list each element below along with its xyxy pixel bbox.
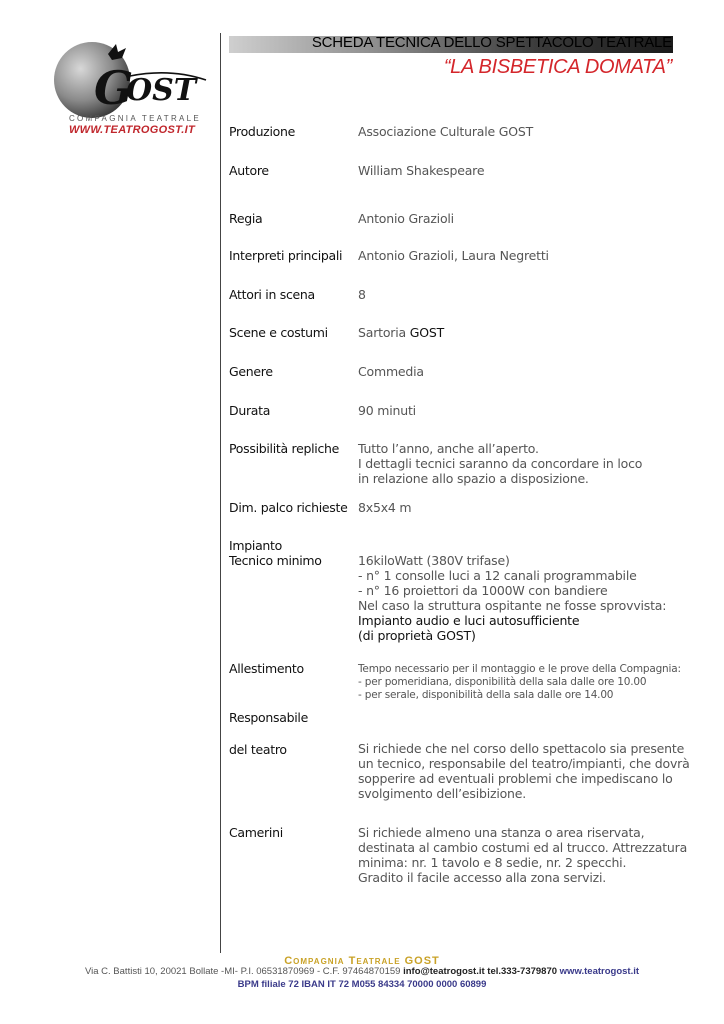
value-line: - per serale, disponibilità della sala dalle ore 14.00 xyxy=(358,689,614,701)
footer-email-phone[interactable]: info@teatrogost.it tel.333-7379870 xyxy=(403,966,560,977)
label-produzione: Produzione xyxy=(229,124,295,139)
value-regia: Antonio Grazioli xyxy=(358,211,454,226)
show-title: “LA BISBETICA DOMATA” xyxy=(443,56,672,78)
label-impianto xyxy=(229,538,322,568)
footer-bank: BPM filiale 72 IBAN IT 72 M055 84334 70000 0000 60899 xyxy=(237,979,487,990)
svg-text:OST: OST xyxy=(126,73,197,108)
label-responsabile-1: Responsabile xyxy=(229,710,308,725)
value-line: in relazione allo spazio a disposizione. xyxy=(358,471,589,486)
brand-subtitle: COMPAGNIA TEATRALE xyxy=(68,114,202,123)
vertical-divider xyxy=(220,33,221,953)
label-scene: Scene e costumi xyxy=(229,325,328,340)
value-line: destinata al cambio costumi ed al trucco. Attrezzatura xyxy=(358,840,688,855)
label-interpreti: Interpreti principali xyxy=(229,248,343,263)
value-line: Tutto l’anno, anche all’aperto. xyxy=(358,441,539,456)
label-line: Tecnico minimo xyxy=(229,553,322,568)
value-impianto xyxy=(358,553,666,643)
value-line: (di proprietà GOST) xyxy=(358,628,476,643)
value-line: Nel caso la struttura ospitante ne fosse sprovvista: xyxy=(358,598,667,613)
brand-url-link[interactable]: WWW.TEATROGOST.IT xyxy=(68,124,196,136)
value-line: Si richiede almeno una stanza o area riservata, xyxy=(358,825,645,840)
value-line: minima: nr. 1 tavolo e 8 sedie, nr. 2 specchi. xyxy=(358,855,627,870)
label-allestimento: Allestimento xyxy=(229,661,304,676)
footer-url-link[interactable]: www.teatrogost.it xyxy=(559,966,640,977)
value-produzione: Associazione Culturale GOST xyxy=(358,124,534,139)
label-durata: Durata xyxy=(229,403,271,418)
svg-text:G: G xyxy=(94,61,134,115)
label-autore: Autore xyxy=(229,163,269,178)
value-scene xyxy=(358,325,444,340)
value-line: - per pomeridiana, disponibilità della sala dalle ore 10.00 xyxy=(358,676,647,688)
value-line: 16kiloWatt (380V trifase) xyxy=(358,553,510,568)
value-responsabile xyxy=(358,741,690,801)
label-line: Impianto xyxy=(229,538,283,553)
value-scene-strong: GOST xyxy=(409,325,445,340)
label-genere: Genere xyxy=(229,364,273,379)
value-dim-palco: 8x5x4 m xyxy=(358,500,412,515)
value-repliche xyxy=(358,441,642,486)
value-line: un tecnico, responsabile del teatro/impianti, che dovrà xyxy=(358,756,690,771)
value-line: Gradito il facile accesso alla zona servizi. xyxy=(358,870,607,885)
label-repliche: Possibilità repliche xyxy=(229,441,340,456)
label-camerini: Camerini xyxy=(229,825,283,840)
value-durata: 90 minuti xyxy=(358,403,416,418)
document-title: SCHEDA TECNICA DELLO SPETTACOLO TEATRALE xyxy=(311,34,672,51)
label-responsabile-2: del teatro xyxy=(229,742,287,757)
value-attori: 8 xyxy=(358,287,366,302)
value-autore: William Shakespeare xyxy=(358,163,485,178)
value-line: Impianto audio e luci autosufficiente xyxy=(358,613,580,628)
label-regia: Regia xyxy=(229,211,263,226)
value-line: - n° 1 consolle luci a 12 canali programmabile xyxy=(358,568,637,583)
value-line: sopperire ad eventuali problemi che impediscano lo xyxy=(358,771,673,786)
footer-contacts xyxy=(0,966,724,977)
value-line: Tempo necessario per il montaggio e le prove della Compagnia: xyxy=(358,663,681,675)
label-dim-palco: Dim. palco richieste xyxy=(229,500,348,515)
value-line: Si richiede che nel corso dello spettacolo sia presente xyxy=(358,741,685,756)
value-scene-prefix: Sartoria xyxy=(358,325,410,340)
label-attori: Attori in scena xyxy=(229,287,315,302)
gost-logo xyxy=(50,38,210,138)
value-camerini xyxy=(358,825,687,885)
value-allestimento xyxy=(358,663,681,702)
value-genere: Commedia xyxy=(358,364,424,379)
value-line: - n° 16 proiettori da 1000W con bandiere xyxy=(358,583,608,598)
footer-address: Via C. Battisti 10, 20021 Bollate -MI- P.I. 06531870969 - C.F. 97464870159 xyxy=(84,966,404,977)
value-interpreti: Antonio Grazioli, Laura Negretti xyxy=(358,248,549,263)
value-line: I dettagli tecnici saranno da concordare in loco xyxy=(358,456,643,471)
value-line: svolgimento dell’esibizione. xyxy=(358,786,527,801)
footer-company: Compagnia Teatrale GOST xyxy=(284,955,440,967)
